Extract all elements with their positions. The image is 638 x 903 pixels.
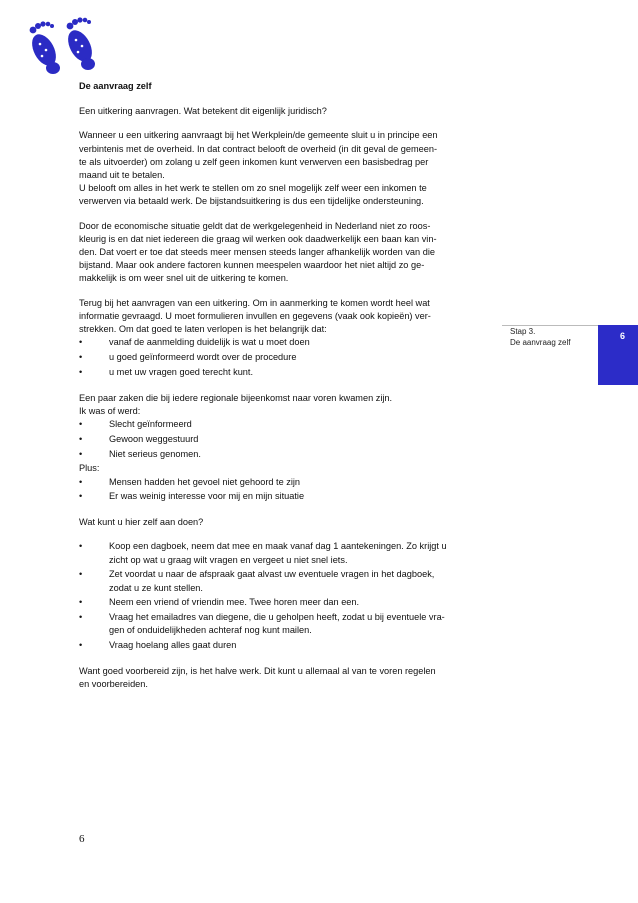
requirements-list xyxy=(79,336,491,379)
paragraph-1: Wanneer u een uitkering aanvraagt bij het Werkplein/de gemeente sluit u in principe een verbintenis met de overheid. In dat contract belooft de overheid (in dit geval de gemeen- te als uitvoerder) om zolang u zelf geen inkomen kunt verwerven een basisbedrag per maand uit te betalen. U belooft om alles in het werk te stellen om zo snel mogelijk zelf weer een inkomen te verwerven via betaald werk. De bijstandsuitkering is dus een tijdelijke ondersteuning. xyxy=(79,130,438,207)
closing-paragraph: Want goed voorbereid zijn, is het halve werk. Dit kunt u allemaal al van te voren regelen en voorbereiden. xyxy=(79,666,436,690)
sidebar-step-label xyxy=(510,327,570,348)
list-item: • Vraag het emailadres van diegene, die u geholpen heeft, zodat u bij eventuele vra- gen of onduidelijkheden achteraf nog kunt mailen. xyxy=(79,612,445,636)
chapter-tab xyxy=(598,325,638,385)
list-item: • u goed geïnformeerd wordt over de procedure xyxy=(79,352,297,363)
list-item: • Slecht geïnformeerd xyxy=(79,419,192,430)
list-item: • Niet serieus genomen. xyxy=(79,448,201,459)
plus-label: Plus: xyxy=(79,463,100,474)
list-item: • Vraag hoelang alles gaat duren xyxy=(79,640,237,651)
experience-list xyxy=(79,418,491,461)
paragraph-3: Terug bij het aanvragen van een uitkering. Om in aanmerking te komen wordt heel wat informatie gevraagd. U moet formulieren invullen en gegevens (vaak ook kopieën) ver- strekken. Om dat goed te laten verlopen is het belangrijk dat: xyxy=(79,297,431,335)
list-item: • Koop een dagboek, neem dat mee en maak vanaf dag 1 aantekeningen. Zo krijgt u zicht op wat u graag wilt vragen en vergeet u niet snel iets. xyxy=(79,541,447,565)
tips-list xyxy=(79,540,491,652)
list-item: • Gewoon weggestuurd xyxy=(79,433,199,444)
section-title: De aanvraag zelf xyxy=(79,81,152,91)
plus-list xyxy=(79,476,491,504)
list-item: • Er was weinig interesse voor mij en mijn situatie xyxy=(79,491,305,502)
intro-line: Een uitkering aanvragen. Wat betekent dit eigenlijk juridisch? xyxy=(79,106,327,117)
list-item: • Mensen hadden het gevoel niet gehoord te zijn xyxy=(79,476,301,487)
page-number: 6 xyxy=(79,833,85,845)
paragraph-2: Door de economische situatie geldt dat de werkgelegenheid in Nederland niet zo roos- kleurig is en dat niet iedereen die graag wil werken ook daadwerkelijk een baan kan vin- den. Dat voert er toe dat steeds meer mensen steeds langer afhankelijk worden van die bijstand. Maar ook andere factoren kunnen meespelen waardoor het niet altijd zo ge- makkelijk is om weer snel uit de uitkering te komen. xyxy=(79,220,437,284)
document-body xyxy=(79,80,491,691)
list-item: • Zet voordat u naar de afspraak gaat alvast uw eventuele vragen in het dagboek, zodat u ze kunt stellen. xyxy=(79,569,435,593)
list-item: • u met uw vragen goed terecht kunt. xyxy=(79,366,254,377)
footprints-icon xyxy=(24,16,104,78)
list-item: • Neem een vriend of vriendin mee. Twee horen meer dan een. xyxy=(79,597,360,608)
step-number: Stap 3. xyxy=(510,327,536,336)
list-item: • vanaf de aanmelding duidelijk is wat u moet doen xyxy=(79,337,310,348)
sidebar-divider xyxy=(502,325,598,326)
question-line: Wat kunt u hier zelf aan doen? xyxy=(79,517,204,528)
paragraph-4: Een paar zaken die bij iedere regionale bijeenkomst naar voren kwamen zijn. Ik was of werd: xyxy=(79,392,393,416)
chapter-number: 6 xyxy=(619,331,625,341)
step-title: De aanvraag zelf xyxy=(510,337,571,347)
